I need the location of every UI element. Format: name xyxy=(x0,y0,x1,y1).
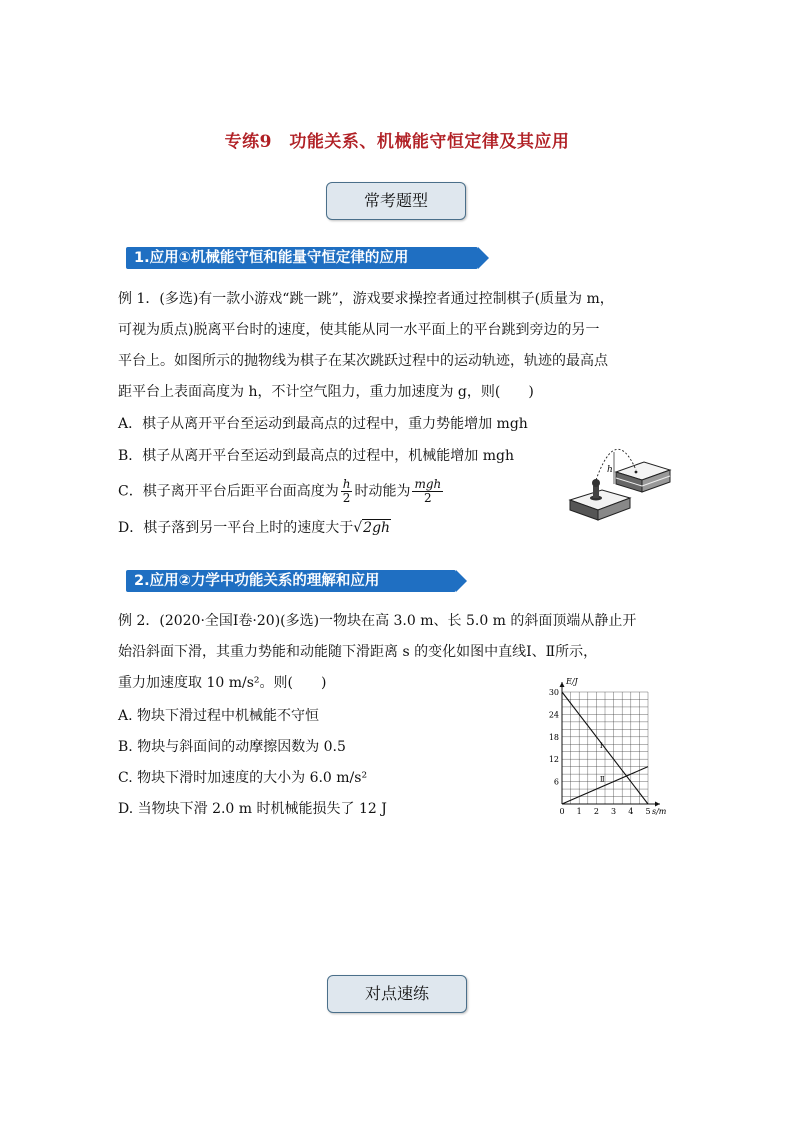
ex1-option-c-mid: 时动能为 xyxy=(354,483,411,500)
ex2-line1: 例 2．(2020·全国Ⅰ卷·20)(多选)一物块在高 3.0 m、长 5.0 m 的斜面顶端从静止开 xyxy=(118,613,637,629)
ex1-option-d-pre: D．棋子落到另一平台上时的速度大于 xyxy=(118,520,354,536)
x-axis-arrow xyxy=(655,802,660,807)
ex1-option-a: A．棋子从离开平台至运动到最高点的过程中，重力势能增加 mgh xyxy=(118,416,528,432)
ex2-line3: 重力加速度取 10 m/s²。则( ) xyxy=(118,675,327,691)
figure-label-h: h xyxy=(607,465,613,475)
x-tick-label: 3 xyxy=(611,807,617,816)
frac-denominator-2b: 2 xyxy=(424,491,432,505)
section-common-box: 常考题型 xyxy=(326,182,466,220)
ex2-line2: 始沿斜面下滑，其重力势能和动能随下滑距离 s 的变化如图中直线Ⅰ、Ⅱ所示， xyxy=(118,644,598,660)
frac-numerator-mgh: mgh xyxy=(414,477,442,491)
series-label-2: Ⅱ xyxy=(599,775,605,784)
x-axis-label: s/m xyxy=(652,807,667,816)
example-1-text xyxy=(118,284,678,408)
ex1-line2: 可视为质点)脱离平台时的速度，使其能从同一水平面上的平台跳到旁边的另一 xyxy=(118,322,600,338)
ex1-line1: 例 1．(多选)有一款小游戏“跳一跳”，游戏要求操控者通过控制棋子(质量为 m， xyxy=(118,291,614,307)
fraction-h-over-2 xyxy=(341,478,353,505)
frac-numerator-h: h xyxy=(342,477,351,491)
frac-denominator-2: 2 xyxy=(342,491,351,505)
x-tick-label: 2 xyxy=(593,807,599,816)
y-axis-label: E/J xyxy=(566,677,578,686)
y-axis-arrow xyxy=(560,682,565,687)
y-tick-label: 18 xyxy=(548,732,559,742)
jump-game-figure xyxy=(566,442,676,522)
ex2-option-b: B. 物块与斜面间的动摩擦因数为 0.5 xyxy=(118,739,346,755)
y-tick-label: 12 xyxy=(548,755,559,765)
y-tick-label: 6 xyxy=(553,777,559,787)
section-practice-box: 对点速练 xyxy=(327,975,467,1013)
y-tick-label: 30 xyxy=(548,688,559,697)
heading-application-2: 2.应用②力学中功能关系的理解和应用 xyxy=(126,570,456,592)
ex2-option-c: C. 物块下滑时加速度的大小为 6.0 m/s² xyxy=(118,770,368,786)
energy-distance-chart xyxy=(538,676,668,820)
page-title: 专练9 功能关系、机械能守恒定律及其应用 xyxy=(224,132,570,152)
series-label-1: Ⅰ xyxy=(599,742,603,750)
ex1-line4: 距平台上表面高度为 h，不计空气阻力，重力加速度为 g，则( ) xyxy=(118,384,534,400)
ex1-line3: 平台上。如图所示的抛物线为棋子在某次跳跃过程中的运动轨迹，轨迹的最高点 xyxy=(118,353,608,369)
ex1-option-d: D．棋子落到另一平台上时的速度大于√2gh xyxy=(118,520,391,536)
ex2-option-a: A. 物块下滑过程中机械能不守恒 xyxy=(118,708,320,724)
ex2-option-d: D. 当物块下滑 2.0 m 时机械能损失了 12 J xyxy=(118,801,387,817)
x-tick-label: 5 xyxy=(645,807,651,816)
ex1-option-c xyxy=(118,478,445,505)
ex1-option-c-pre: C．棋子离开平台后距平台面高度为 xyxy=(118,483,339,500)
sqrt-2gh: 2gh xyxy=(363,520,391,536)
x-tick-label: 0 xyxy=(559,807,565,816)
ex1-option-b: B．棋子从离开平台至运动到最高点的过程中，机械能增加 mgh xyxy=(118,448,514,464)
y-tick-label: 24 xyxy=(548,710,559,720)
x-tick-label: 4 xyxy=(628,807,634,816)
fraction-mgh-over-2 xyxy=(412,478,443,505)
x-tick-label: 1 xyxy=(576,807,582,816)
heading-application-1: 1.应用①机械能守恒和能量守恒定律的应用 xyxy=(126,247,478,269)
